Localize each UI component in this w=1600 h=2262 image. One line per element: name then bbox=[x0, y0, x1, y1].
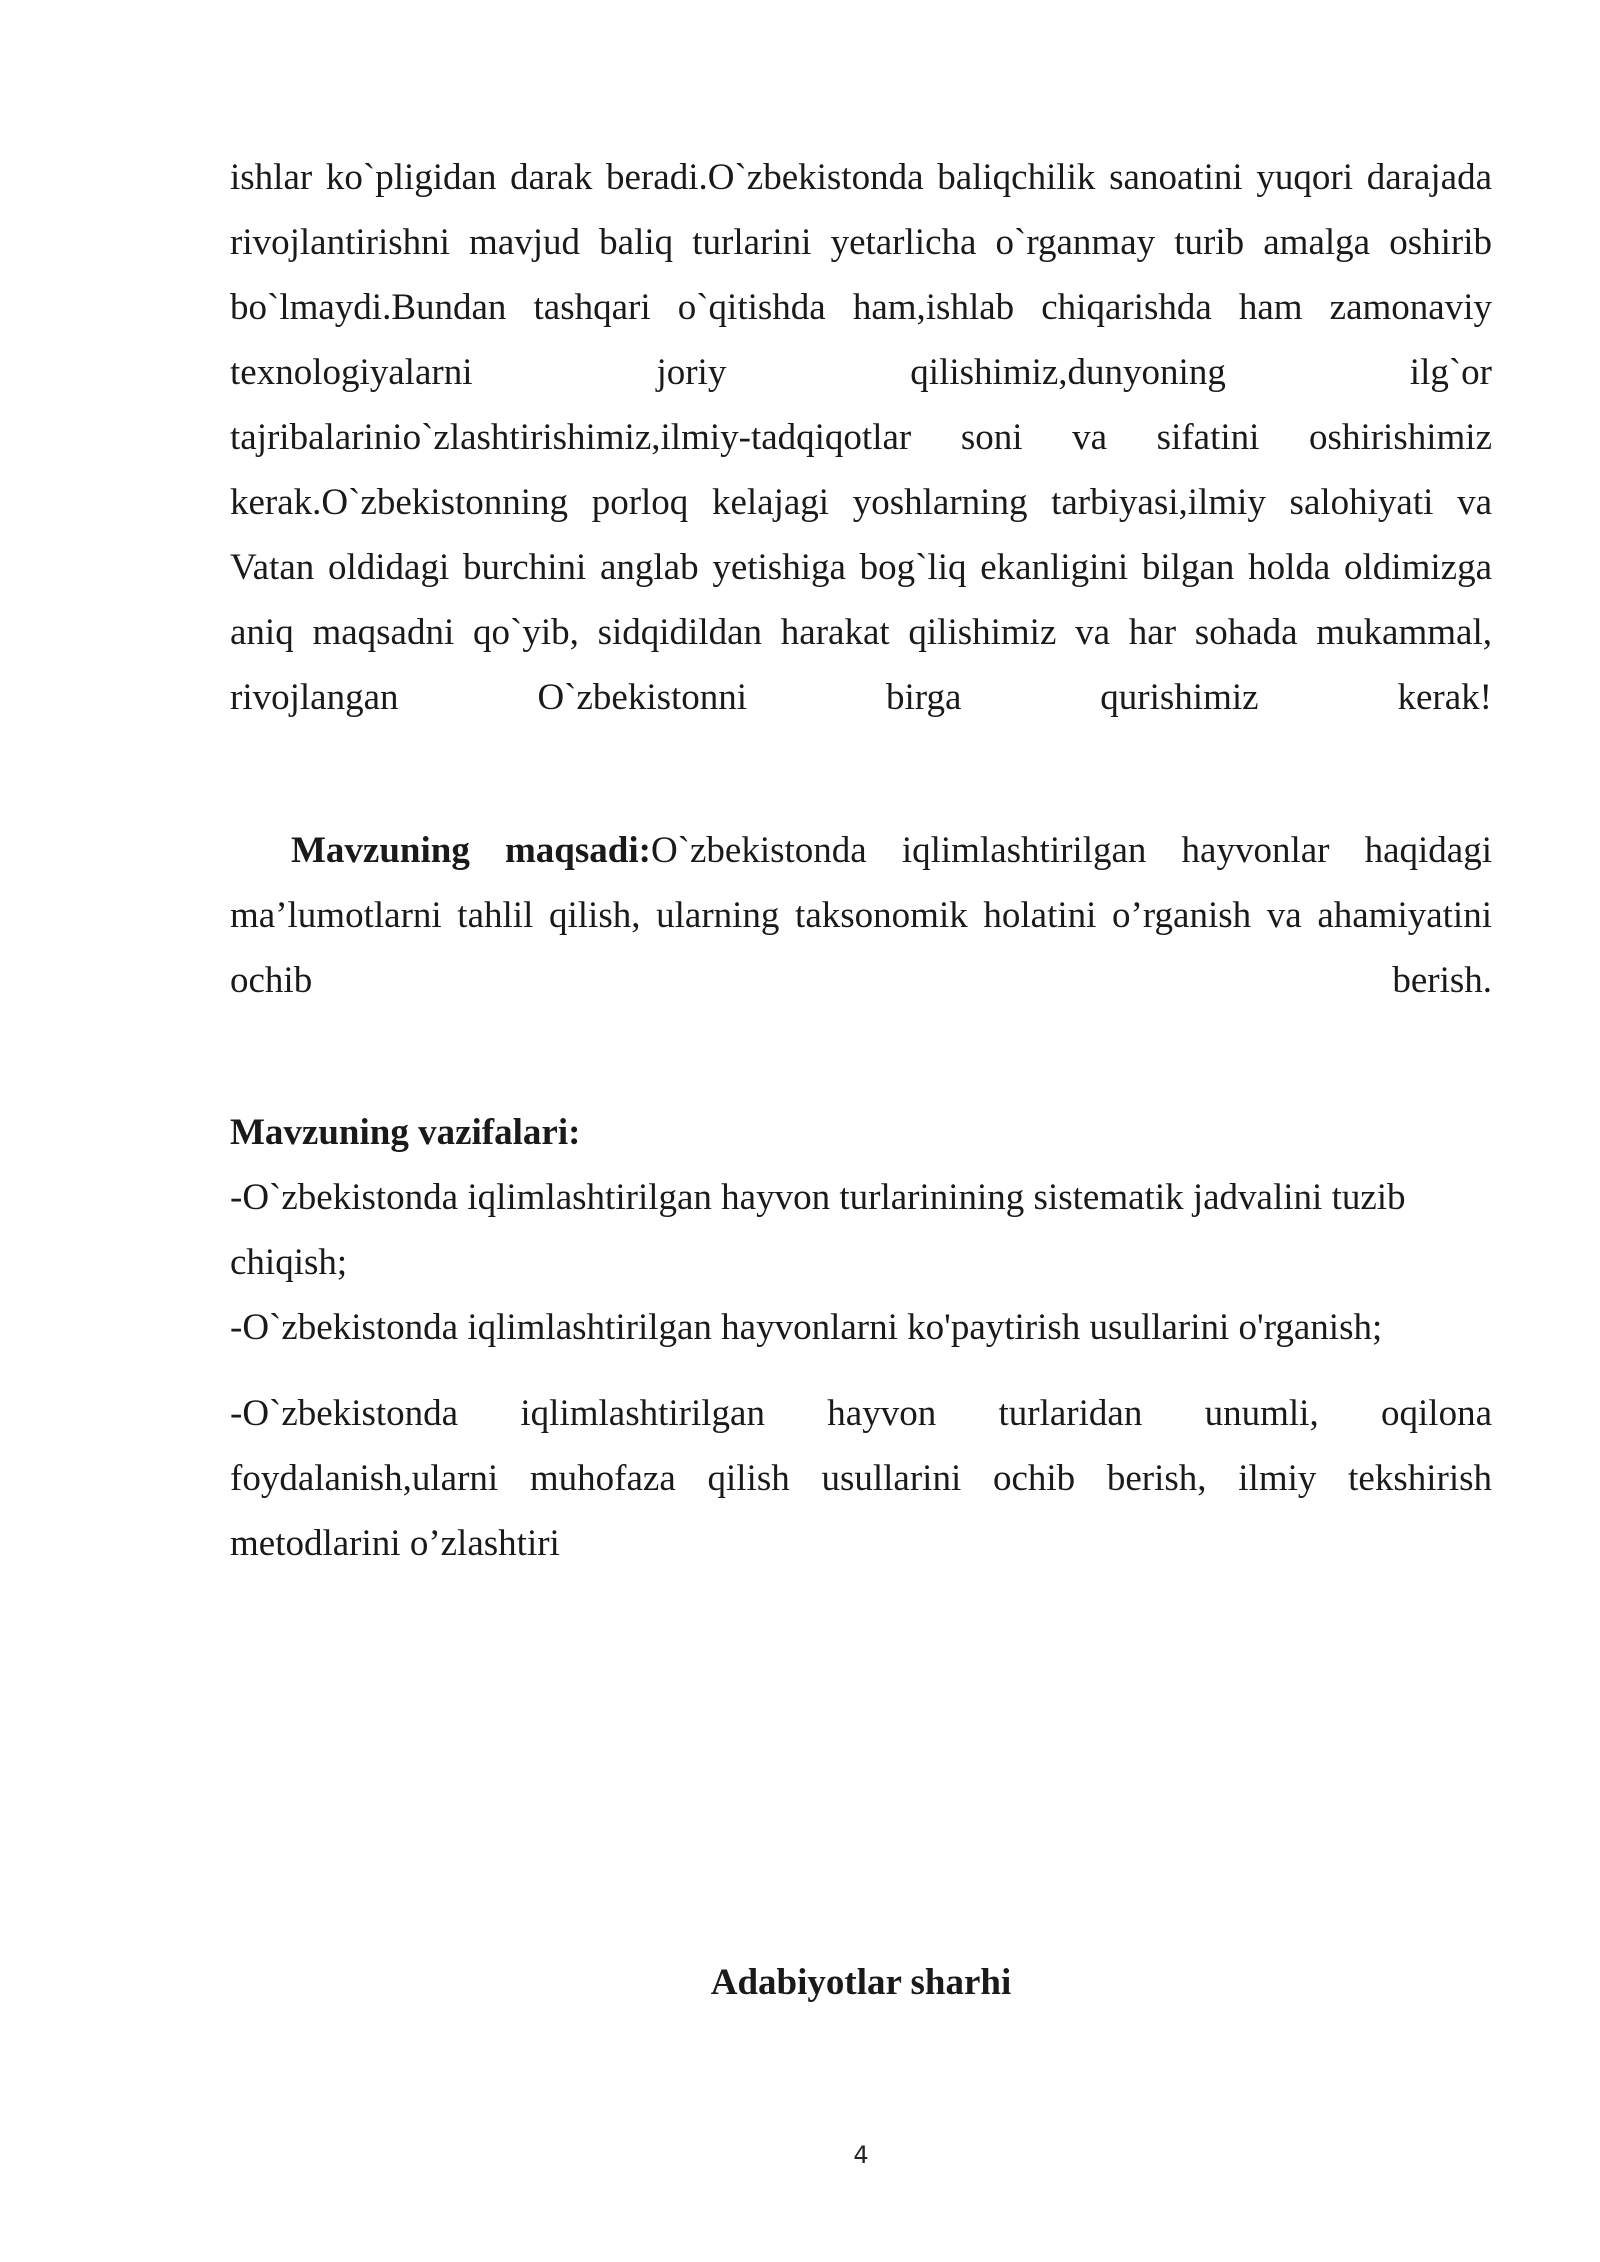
page-number: 4 bbox=[853, 2141, 869, 2169]
intro-line-1: ishlar ko`pligidan darak beradi.O`zbekistonda baliqchilik sanoatini yuqori darajada bbox=[230, 157, 1492, 198]
task-item-3 bbox=[230, 1381, 1492, 1576]
tasks-heading: Mavzuning vazifalari: bbox=[230, 1112, 581, 1153]
goal-paragraph bbox=[230, 818, 1492, 1013]
tasks-heading-block bbox=[230, 1100, 1492, 1165]
intro-line-7: Vatan oldidagi burchini anglab yetishiga bog`liq ekanligini bilgan holda oldimizga bbox=[230, 547, 1492, 588]
intro-line-4: texnologiyalarni joriy qilishimiz,dunyoning ilg`or bbox=[230, 352, 1492, 393]
task-item-2 bbox=[230, 1295, 1492, 1360]
task-3-line-2: foydalanish,ularni muhofaza qilish usullarini ochib berish, ilmiy tekshirish bbox=[230, 1458, 1492, 1499]
goal-line-1-text: O`zbekistonda iqlimlashtirilgan hayvonlar haqidagi bbox=[650, 830, 1492, 871]
intro-line-2: rivojlantirishni mavjud baliq turlarini yetarlicha o`rganmay turib amalga oshirib bbox=[230, 222, 1492, 263]
goal-line-1 bbox=[230, 818, 1492, 883]
task-3-line-3: metodlarini o’zlashtiri bbox=[230, 1523, 560, 1564]
task-2-line: -O`zbekistonda iqlimlashtirilgan hayvonlarni ko'paytirish usullarini o'rganish; bbox=[230, 1307, 1383, 1348]
goal-line-2: ma’lumotlarni tahlil qilish, ularning taksonomik holatini o’rganish va ahamiyatini bbox=[230, 895, 1492, 936]
goal-line-3: ochib berish. bbox=[230, 960, 1492, 1001]
intro-line-9: rivojlangan O`zbekistonni birga qurishimiz kerak! bbox=[230, 677, 1492, 718]
intro-line-5: tajribalarinio`zlashtirishimiz,ilmiy-tadqiqotlar soni va sifatini oshirishimiz bbox=[230, 417, 1492, 458]
goal-label: Mavzuning maqsadi: bbox=[291, 830, 651, 871]
intro-line-6: kerak.O`zbekistonning porloq kelajagi yoshlarning tarbiyasi,ilmiy salohiyati va bbox=[230, 482, 1492, 523]
intro-line-8: aniq maqsadni qo`yib, sidqidildan harakat qilishimiz va har sohada mukammal, bbox=[230, 612, 1492, 653]
task-1-line-2: chiqish; bbox=[230, 1242, 348, 1283]
section-title: Adabiyotlar sharhi bbox=[710, 1962, 1012, 2003]
task-item-1 bbox=[230, 1165, 1492, 1295]
task-3-line-1: -O`zbekistonda iqlimlashtirilgan hayvon turlaridan unumli, oqilona bbox=[230, 1393, 1492, 1434]
intro-paragraph bbox=[230, 145, 1492, 730]
intro-line-3: bo`lmaydi.Bundan tashqari o`qitishda ham,ishlab chiqarishda ham zamonaviy bbox=[230, 287, 1492, 328]
task-1-line-1: -O`zbekistonda iqlimlashtirilgan hayvon turlarinining sistematik jadvalini tuzib bbox=[230, 1177, 1406, 1218]
